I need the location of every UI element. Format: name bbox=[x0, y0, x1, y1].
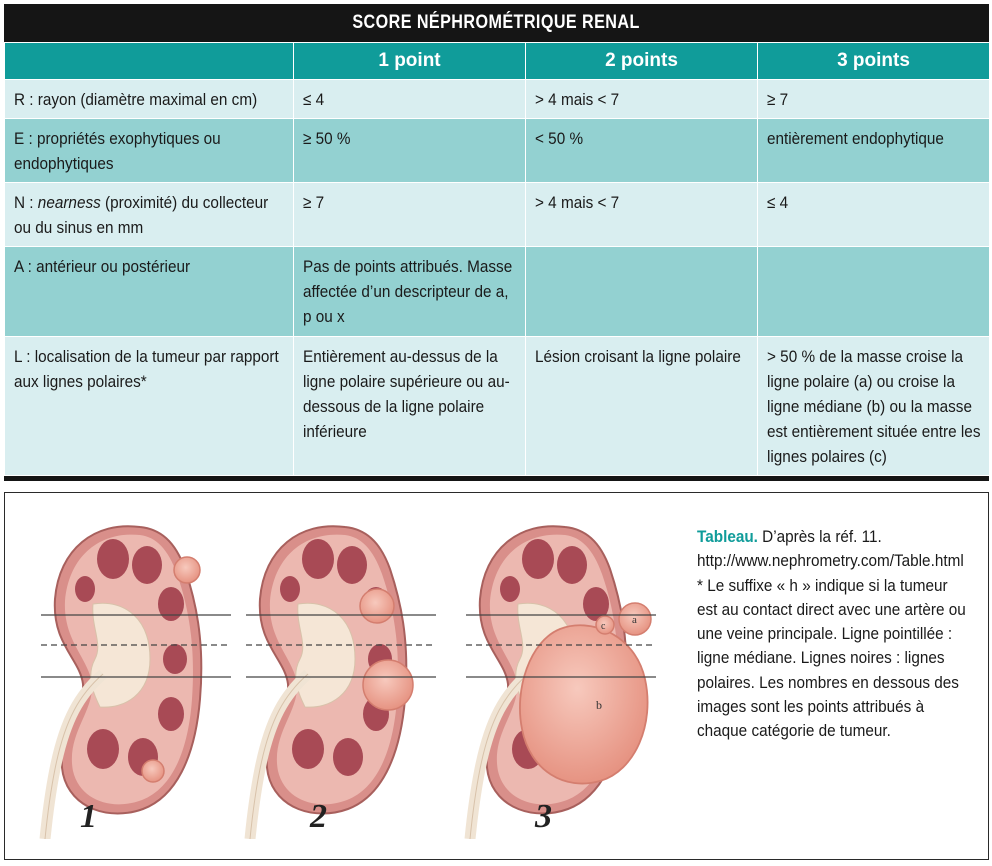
two-points-cell: > 4 mais < 7 bbox=[526, 80, 758, 119]
tumor-label-a: a bbox=[632, 614, 637, 626]
header-row bbox=[5, 43, 990, 80]
kidney-panel-2 bbox=[246, 526, 436, 839]
three-points-cell: > 50 % de la masse croise la ligne polaire (a) ou croise la ligne médiane (b) ou la masse est entièrement située entre les lignes polaires (c) bbox=[758, 337, 990, 476]
criterion-cell: L : localisation de la tumeur par rapport aux lignes polaires* bbox=[5, 337, 294, 476]
criterion-cell: N : nearness (proximité) du collecteur ou du sinus en mm bbox=[5, 183, 294, 247]
three-points-cell: ≥ 7 bbox=[758, 80, 990, 119]
kidney-panel-1 bbox=[41, 526, 231, 839]
table-row bbox=[5, 119, 990, 183]
table-row bbox=[5, 183, 990, 247]
score-grid bbox=[4, 42, 990, 476]
figure-caption bbox=[697, 525, 972, 744]
one-point-cell: ≥ 7 bbox=[294, 183, 526, 247]
tumor-label-c: c bbox=[601, 621, 606, 632]
tumor-upper bbox=[174, 557, 200, 583]
header-criterion bbox=[5, 43, 294, 80]
tumor-crossing-lower bbox=[363, 660, 413, 710]
one-point-cell: Entièrement au-dessus de la ligne polaire supérieure ou au-dessous de la ligne polaire inférieure bbox=[294, 337, 526, 476]
criterion-cell: E : propriétés exophytiques ou endophytiques bbox=[5, 119, 294, 183]
nephrometry-score-table bbox=[4, 4, 989, 481]
one-point-cell: Pas de points attribués. Masse affectée d’un descripteur de a, p ou x bbox=[294, 247, 526, 337]
three-points-cell bbox=[758, 247, 990, 337]
caption-text: D’après la réf. 11. http://www.nephrometry.com/Table.html * Le suffixe « h » indique si la tumeur est au contact direct avec une artère ou une veine principale. Ligne pointillée : ligne médiane. Lignes noires : lignes polaires. Les nombres en dessous des images sont les points attribués à chaque catégorie de tumeur. bbox=[697, 527, 966, 741]
two-points-cell: Lésion croisant la ligne polaire bbox=[526, 337, 758, 476]
caption-lead: Tableau. bbox=[697, 527, 758, 546]
header-2-points: 2 points bbox=[526, 43, 758, 80]
kidney-illustration bbox=[25, 509, 685, 839]
three-points-cell: entièrement endophytique bbox=[758, 119, 990, 183]
kidney-panel-3 bbox=[466, 526, 656, 839]
one-point-cell: ≤ 4 bbox=[294, 80, 526, 119]
two-points-cell bbox=[526, 247, 758, 337]
table-row bbox=[5, 247, 990, 337]
tumor-label-b: b bbox=[596, 698, 602, 712]
criterion-cell: R : rayon (diamètre maximal en cm) bbox=[5, 80, 294, 119]
table-bottom-rule bbox=[4, 476, 989, 481]
table-title: SCORE NÉPHROMÉTRIQUE RENAL bbox=[4, 4, 989, 42]
tumor-lower bbox=[142, 760, 164, 782]
panel-number-3: 3 bbox=[535, 798, 552, 835]
two-points-cell: < 50 % bbox=[526, 119, 758, 183]
tumor-crossing-upper bbox=[360, 589, 394, 623]
one-point-cell: ≥ 50 % bbox=[294, 119, 526, 183]
panel-number-2: 2 bbox=[310, 798, 327, 835]
panel-number-1: 1 bbox=[80, 798, 97, 835]
header-3-points: 3 points bbox=[758, 43, 990, 80]
two-points-cell: > 4 mais < 7 bbox=[526, 183, 758, 247]
table-row bbox=[5, 337, 990, 476]
three-points-cell: ≤ 4 bbox=[758, 183, 990, 247]
table-row bbox=[5, 80, 990, 119]
header-1-point: 1 point bbox=[294, 43, 526, 80]
tumor-b bbox=[520, 625, 648, 783]
criterion-cell: A : antérieur ou postérieur bbox=[5, 247, 294, 337]
